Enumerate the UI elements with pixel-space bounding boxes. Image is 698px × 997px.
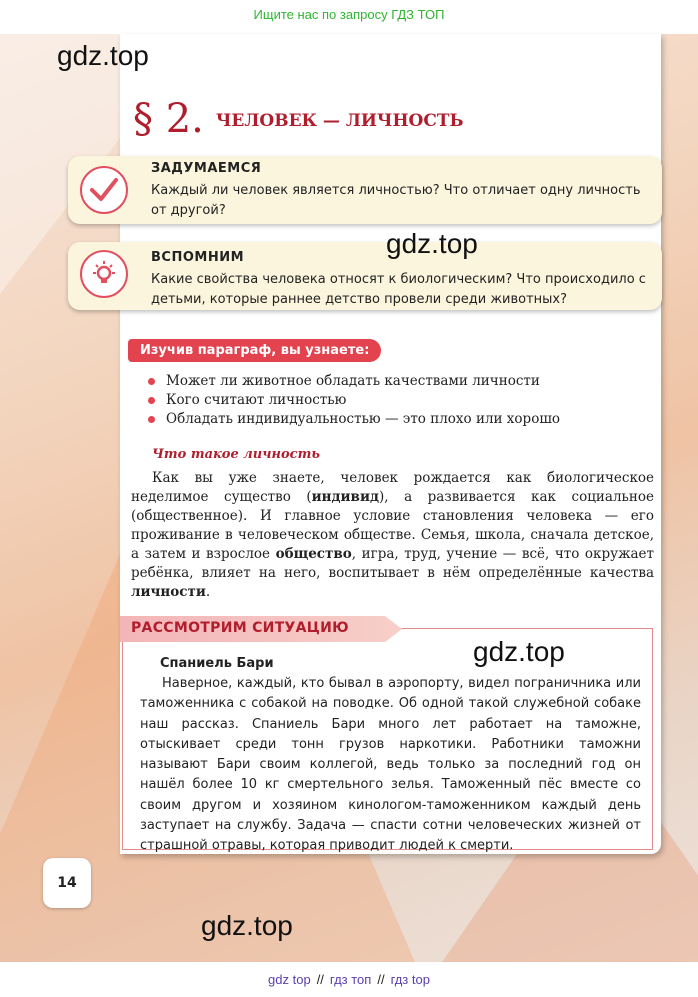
section-title [133, 96, 464, 142]
learn-list [150, 372, 560, 429]
link-gdz-top-ru[interactable]: гдз топ [329, 972, 372, 987]
list-item: Может ли животное обладать качествами личности [150, 372, 560, 391]
subsection-paragraph: Как вы уже знаете, человек рождается как биологическое неделимое существо (индивид), а развивается как социальное (общественное). И главное условие становления человека — его проживание в человеческом обществе. Семья, школа, сначала детское, а затем и взрослое общество, игра, труд, учение — всё, что окружает ребёнка, влияет на него, воспитывает в нём определённые качества личности. [131, 470, 654, 600]
story-title: Спаниель Бари [160, 656, 274, 671]
page-number: 14 [43, 858, 91, 908]
story-text: Наверное, каждый, кто бывал в аэропорту, видел пограничника или таможенника с собакой на поводке. Об одной такой служебной собаке наш рассказ. Спаниель Бари много лет работает на таможне, отыскивает среди тонн грузов наркотики. Работники таможни называют Бари своим коллегой, ведь только за последний год он нашёл более 10 кг смертельного зелья. Таможенный пёс вместе со своим другом и хозяином кинологом-таможенником каждый день заступает на службу. Задача — спасти сотни человеческих жизней от страшной отравы, которая приводит людей к смерти. [140, 676, 641, 854]
recall-heading: ВСПОМНИМ [151, 250, 245, 265]
watermark: gdz.top [201, 910, 293, 941]
watermark: gdz.top [386, 228, 478, 259]
think-heading: ЗАДУМАЕМСЯ [151, 161, 262, 176]
link-gdz-top[interactable]: gdz top [268, 972, 311, 987]
lightbulb-icon [80, 250, 128, 298]
watermark: gdz.top [473, 636, 565, 667]
recall-card [68, 242, 662, 310]
section-name: ЧЕЛОВЕК — ЛИЧНОСТЬ [215, 111, 464, 131]
section-number: § 2. [133, 96, 204, 142]
bottom-links: gdz top // гдз топ // гдз top [0, 962, 698, 997]
recall-text: Какие свойства человека относят к биологическим? Что происходило с детьми, которые раннее детство провели среди животных? [151, 272, 646, 307]
term-individ: индивид [311, 489, 379, 505]
list-item: Кого считают личностью [150, 391, 560, 410]
list-item: Обладать индивидуальностью — это плохо или хорошо [150, 410, 560, 429]
checkmark-icon [80, 166, 128, 214]
think-card [68, 156, 662, 224]
term-society: общество [275, 546, 352, 562]
subsection-title: Что такое личность [152, 447, 320, 462]
term-personality: личности [131, 584, 206, 600]
link-gdz-top-mixed[interactable]: гдз top [390, 972, 430, 987]
watermark: gdz.top [57, 40, 149, 71]
learn-label: Изучив параграф, вы узнаете: [128, 339, 381, 362]
top-banner: Ищите нас по запросу ГДЗ ТОП [0, 0, 698, 34]
situation-label: РАССМОТРИМ СИТУАЦИЮ [131, 620, 349, 636]
think-text: Каждый ли человек является личностью? Что отличает одну личность от другой? [151, 183, 641, 218]
